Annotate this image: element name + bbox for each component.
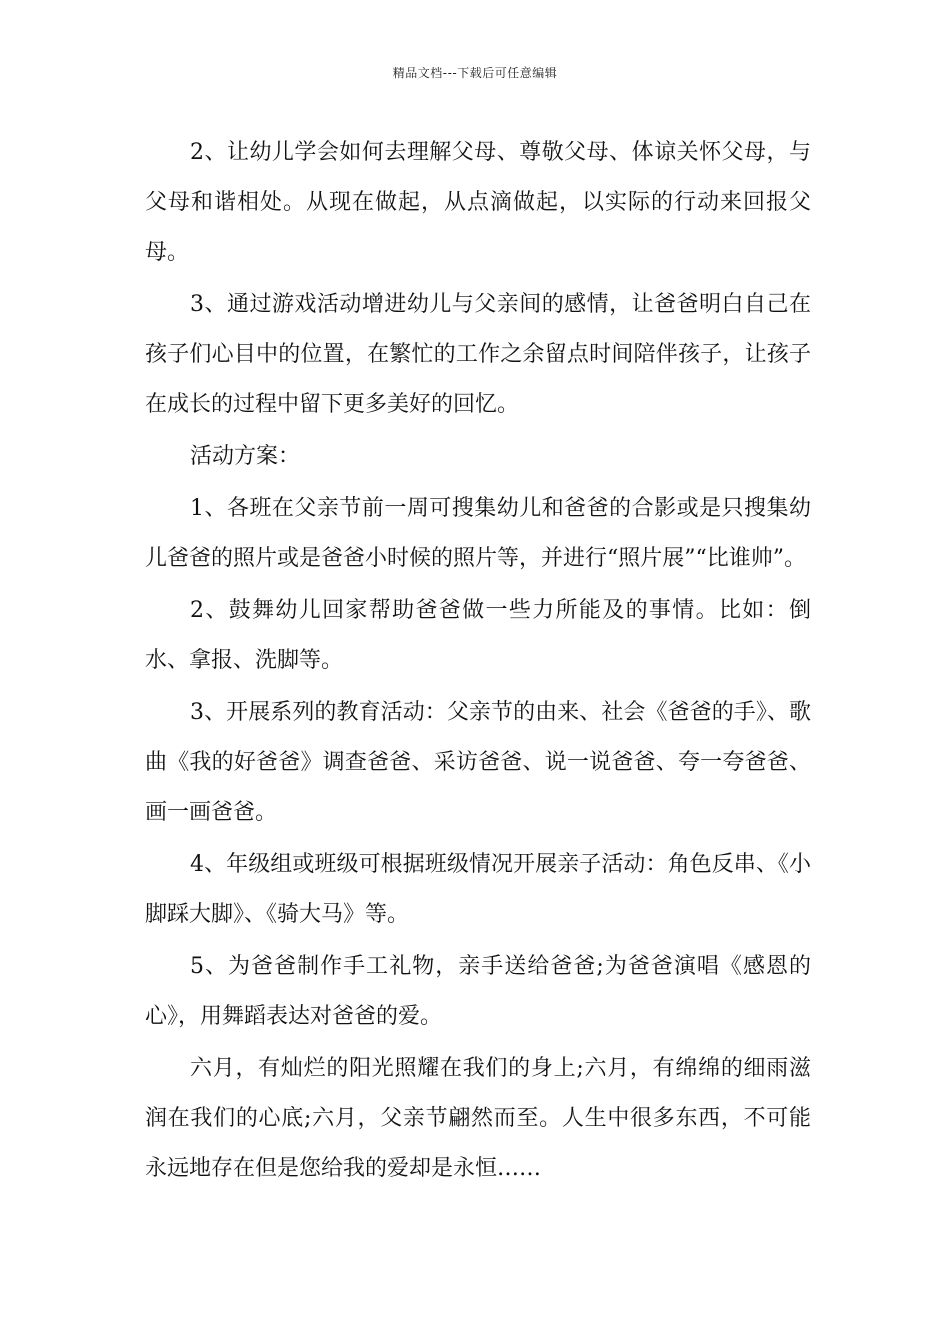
paragraph-closing: 六月，有灿烂的阳光照耀在我们的身上;六月，有绵绵的细雨滋润在我们的心底;六月，父亲节翩然而至。人生中很多东西，不可能永远地存在但是您给我的爱却是永恒…… [145,1056,811,1181]
paragraph-plan-3: 3、开展系列的教育活动：父亲节的由来、社会《爸爸的手》、歌曲《我的好爸爸》调查爸爸、采访爸爸、说一说爸爸、夸一夸爸爸、画一画爸爸。 [145,700,811,825]
paragraph-plan-2: 2、鼓舞幼儿回家帮助爸爸做一些力所能及的事情。比如：倒水、拿报、洗脚等。 [145,598,811,673]
paragraph-goal-2: 2、让幼儿学会如何去理解父母、尊敬父母、体谅关怀父母，与父母和谐相处。从现在做起，从点滴做起，以实际的行动来回报父母。 [145,140,811,265]
paragraph-plan-1: 1、各班在父亲节前一周可搜集幼儿和爸爸的合影或是只搜集幼儿爸爸的照片或是爸爸小时候的照片等，并进行“照片展”“比谁帅”。 [145,496,811,571]
paragraph-goal-3: 3、通过游戏活动增进幼儿与父亲间的感情，让爸爸明白自己在孩子们心目中的位置，在繁忙的工作之余留点时间陪伴孩子，让孩子在成长的过程中留下更多美好的回忆。 [145,292,811,417]
document-body [145,128,811,1196]
paragraph-plan-5: 5、为爸爸制作手工礼物，亲手送给爸爸;为爸爸演唱《感恩的心》，用舞蹈表达对爸爸的爱。 [145,954,811,1029]
page-header: 精品文档---下载后可任意编辑 [392,66,558,80]
paragraph-plan-heading: 活动方案： [190,444,301,469]
paragraph-plan-4: 4、年级组或班级可根据班级情况开展亲子活动：角色反串、《小脚踩大脚》、《骑大马》等。 [145,852,811,927]
